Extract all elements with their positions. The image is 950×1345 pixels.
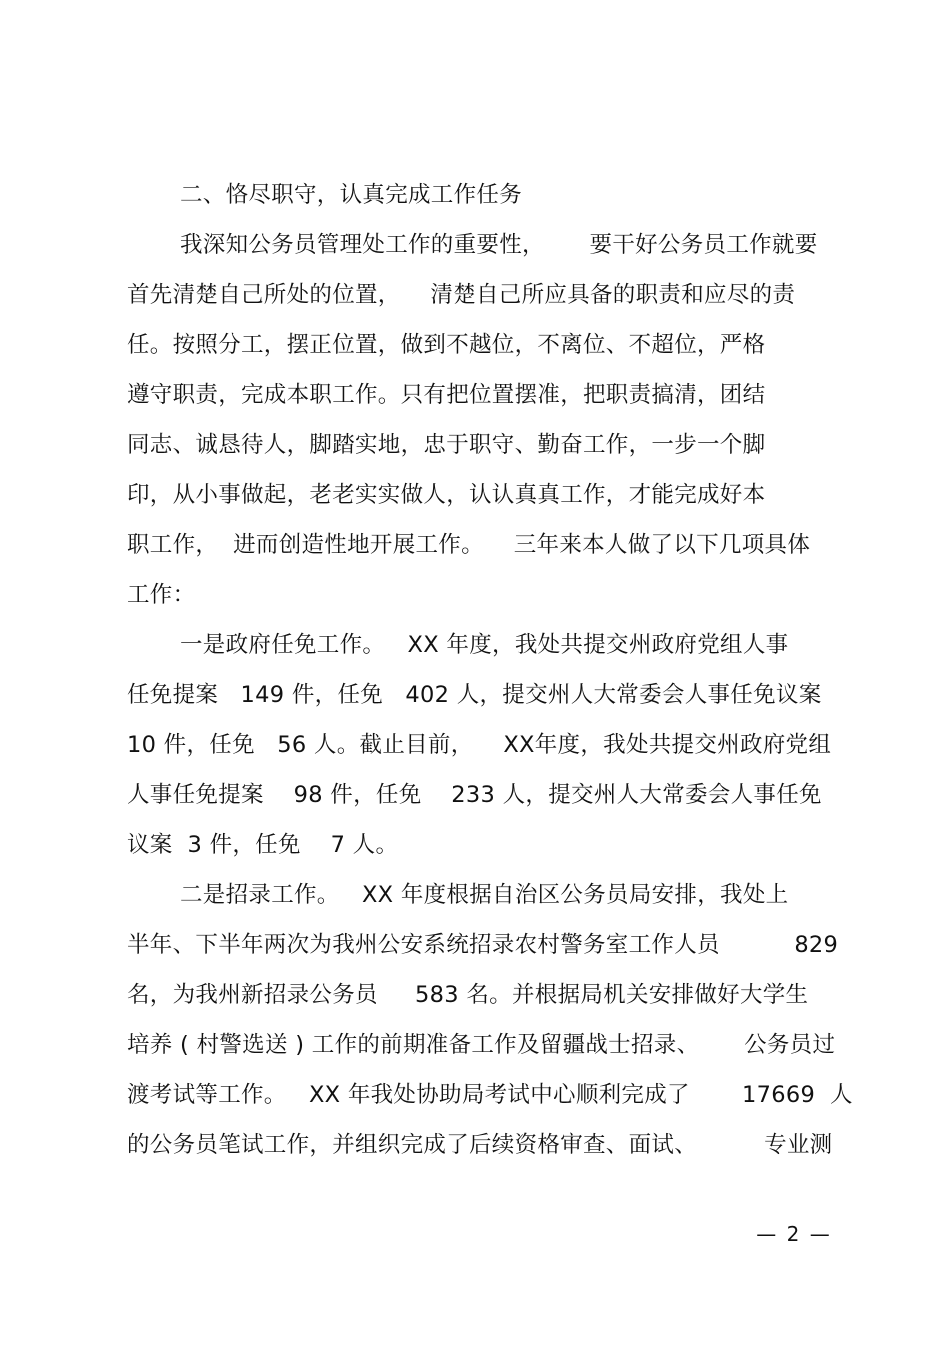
text-line: 工作： (127, 582, 196, 608)
text-line: 二是招录工作。 XX 年度根据自治区公务员局安排，我处上 (180, 882, 789, 908)
text-line: 同志、诚恳待人，脚踏实地，忠于职守、勤奋工作，一步一个脚 (127, 432, 766, 458)
text-line: 首先清楚自己所处的位置， 清楚自己所应具备的职责和应尽的责 (127, 282, 796, 308)
text-line: 印，从小事做起，老老实实做人，认认真真工作，才能完成好本 (127, 482, 766, 508)
text-line: 的公务员笔试工作，并组织完成了后续资格审查、面试、 专业测 (127, 1132, 833, 1158)
text-line: 一是政府任免工作。 XX 年度，我处共提交州政府党组人事 (180, 632, 789, 658)
text-line: 议案 3 件，任免 7 人。 (127, 832, 399, 858)
text-line: 任。按照分工，摆正位置，做到不越位，不离位、不超位，严格 (127, 332, 766, 358)
text-line: 遵守职责，完成本职工作。只有把位置摆准，把职责搞清，团结 (127, 382, 766, 408)
page-number: — 2 — (756, 1222, 832, 1246)
text-line: 名，为我州新招录公务员 583 名。并根据局机关安排做好大学生 (127, 982, 809, 1008)
text-line: 渡考试等工作。 XX 年我处协助局考试中心顺利完成了 17669 人 (127, 1082, 853, 1108)
text-line: 半年、下半年两次为我州公安系统招录农村警务室工作人员 829 (127, 932, 839, 958)
text-line: 人事任免提案 98 件，任免 233 人，提交州人大常委会人事任免 (127, 782, 822, 808)
text-line: 我深知公务员管理处工作的重要性， 要干好公务员工作就要 (180, 232, 818, 258)
text-line: 培养 ( 村警选送 ) 工作的前期准备工作及留疆战士招录、 公务员过 (127, 1032, 836, 1058)
section-heading: 二、恪尽职守，认真完成工作任务 (180, 182, 523, 208)
text-line: 10 件，任免 56 人。截止目前， XX年度，我处共提交州政府党组 (127, 732, 832, 758)
text-line: 职工作， 进而创造性地开展工作。 三年来本人做了以下几项具体 (127, 532, 811, 558)
text-line: 任免提案 149 件，任免 402 人，提交州人大常委会人事任免议案 (127, 682, 822, 708)
